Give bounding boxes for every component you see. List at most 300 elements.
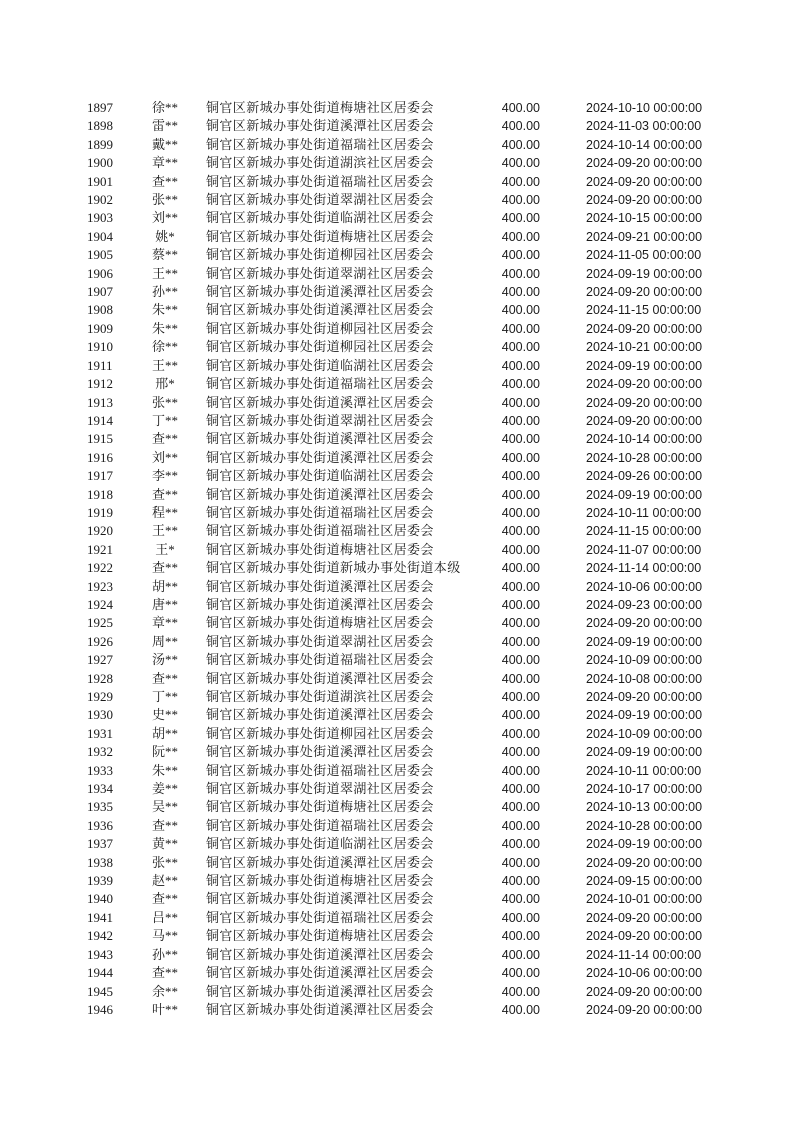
- amount-value: 400.00: [501, 653, 540, 668]
- timestamp-value: 2024-11-03 00:00:00: [586, 119, 702, 134]
- timestamp-value: 2024-09-23 00:00:00: [586, 597, 703, 612]
- timestamp-value: 2024-10-09 00:00:00: [586, 653, 703, 668]
- row-number: 1919: [87, 504, 113, 520]
- amount-value: 400.00: [501, 174, 540, 189]
- organization-name: 铜官区新城办事处街道柳园社区居委会: [206, 247, 434, 263]
- timestamp-value: 2024-09-20 00:00:00: [586, 321, 703, 336]
- timestamp-value: 2024-10-11 00:00:00: [586, 763, 702, 778]
- amount-value: 400.00: [501, 966, 540, 981]
- person-name: 马**: [151, 928, 178, 944]
- table-row: [0, 173, 793, 191]
- timestamp-value: 2024-09-20 00:00:00: [586, 156, 703, 171]
- timestamp-value: 2024-09-20 00:00:00: [586, 690, 703, 704]
- amount-value: 400.00: [501, 634, 540, 649]
- table-row: [0, 651, 793, 669]
- timestamp-value: 2024-09-19 00:00:00: [586, 837, 703, 852]
- table-row: [0, 927, 793, 945]
- organization-name: 铜官区新城办事处街道溪潭社区居委会: [206, 486, 434, 502]
- amount-value: 400.00: [501, 929, 540, 944]
- table-row: [0, 872, 793, 890]
- table-row: [0, 541, 793, 559]
- timestamp-value: 2024-09-15 00:00:00: [586, 874, 703, 889]
- timestamp-value: 2024-10-21 00:00:00: [586, 340, 703, 355]
- amount-value: 400.00: [501, 910, 540, 925]
- row-number: 1923: [87, 578, 113, 594]
- row-number: 1943: [87, 946, 113, 962]
- organization-name: 铜官区新城办事处街道临湖社区居委会: [206, 210, 434, 226]
- organization-name: 铜官区新城办事处街道福瑞社区居委会: [206, 376, 434, 392]
- row-number: 1899: [87, 136, 113, 152]
- person-name: 李**: [151, 468, 178, 484]
- organization-name: 铜官区新城办事处街道梅塘社区居委会: [206, 615, 434, 631]
- table-row: [0, 1001, 793, 1019]
- organization-name: 铜官区新城办事处街道临湖社区居委会: [206, 836, 434, 852]
- table-row: [0, 522, 793, 540]
- person-name: 章**: [151, 155, 178, 171]
- amount-value: 400.00: [501, 487, 540, 502]
- organization-name: 铜官区新城办事处街道湖滨社区居委会: [206, 689, 434, 704]
- amount-value: 400.00: [501, 561, 540, 576]
- amount-value: 400.00: [501, 266, 540, 281]
- person-name: 查**: [151, 486, 178, 502]
- timestamp-value: 2024-11-07 00:00:00: [586, 542, 702, 557]
- organization-name: 铜官区新城办事处街道柳园社区居委会: [206, 725, 434, 741]
- amount-value: 400.00: [501, 395, 540, 410]
- row-number: 1939: [87, 873, 113, 889]
- timestamp-value: 2024-10-14 00:00:00: [586, 137, 703, 152]
- table-row: [0, 670, 793, 688]
- organization-name: 铜官区新城办事处街道溪潭社区居委会: [206, 744, 434, 760]
- person-name: 戴**: [151, 136, 178, 152]
- row-number: 1914: [87, 412, 113, 428]
- row-number: 1945: [87, 983, 113, 999]
- organization-name: 铜官区新城办事处街道翠湖社区居委会: [206, 412, 434, 428]
- person-name: 蔡**: [151, 247, 178, 263]
- person-name: 查**: [151, 173, 178, 189]
- amount-value: 400.00: [501, 597, 540, 612]
- amount-value: 400.00: [501, 579, 540, 594]
- timestamp-value: 2024-10-11 00:00:00: [586, 505, 702, 520]
- organization-name: 铜官区新城办事处街道临湖社区居委会: [206, 357, 434, 373]
- timestamp-value: 2024-09-19 00:00:00: [586, 745, 703, 760]
- timestamp-value: 2024-09-20 00:00:00: [586, 910, 703, 925]
- timestamp-value: 2024-10-28 00:00:00: [586, 450, 703, 465]
- table-row: [0, 835, 793, 853]
- row-number: 1897: [87, 100, 113, 115]
- organization-name: 铜官区新城办事处街道溪潭社区居委会: [206, 854, 434, 870]
- amount-value: 400.00: [501, 855, 540, 870]
- row-number: 1942: [87, 928, 113, 944]
- table-row: [0, 909, 793, 927]
- table-row: [0, 430, 793, 448]
- row-number: 1930: [87, 707, 113, 723]
- amount-value: 400.00: [501, 248, 540, 263]
- timestamp-value: 2024-09-20 00:00:00: [586, 929, 703, 944]
- row-number: 1910: [87, 339, 113, 355]
- amount-value: 400.00: [501, 984, 540, 999]
- row-number: 1946: [87, 1001, 113, 1017]
- person-name: 程**: [151, 504, 178, 520]
- organization-name: 铜官区新城办事处街道福瑞社区居委会: [206, 504, 434, 520]
- organization-name: 铜官区新城办事处街道翠湖社区居委会: [206, 265, 434, 281]
- amount-value: 400.00: [501, 726, 540, 741]
- table-row: [0, 725, 793, 743]
- timestamp-value: 2024-09-20 00:00:00: [586, 193, 703, 208]
- amount-value: 400.00: [501, 874, 540, 889]
- amount-value: 400.00: [501, 432, 540, 447]
- person-name: 孙**: [151, 946, 178, 962]
- organization-name: 铜官区新城办事处街道溪潭社区居委会: [206, 449, 434, 465]
- organization-name: 铜官区新城办事处街道梅塘社区居委会: [206, 799, 434, 815]
- organization-name: 铜官区新城办事处街道溪潭社区居委会: [206, 596, 434, 612]
- table-row: [0, 706, 793, 724]
- timestamp-value: 2024-10-17 00:00:00: [586, 782, 703, 797]
- timestamp-value: 2024-10-28 00:00:00: [586, 818, 703, 833]
- person-name: 胡**: [151, 578, 178, 594]
- organization-name: 铜官区新城办事处街道临湖社区居委会: [206, 468, 434, 484]
- person-name: 丁**: [151, 689, 178, 704]
- timestamp-value: 2024-11-14 00:00:00: [586, 947, 702, 962]
- table-row: [0, 283, 793, 301]
- row-number: 1932: [87, 744, 113, 760]
- table-row: [0, 228, 793, 246]
- timestamp-value: 2024-09-21 00:00:00: [586, 229, 703, 244]
- table-row: [0, 578, 793, 596]
- timestamp-value: 2024-11-15 00:00:00: [586, 303, 702, 318]
- organization-name: 铜官区新城办事处街道梅塘社区居委会: [206, 873, 434, 889]
- row-number: 1904: [87, 228, 113, 244]
- person-name: 徐**: [151, 100, 178, 115]
- timestamp-value: 2024-09-20 00:00:00: [586, 413, 703, 428]
- person-name: 徐**: [151, 339, 178, 355]
- row-number: 1912: [87, 376, 113, 392]
- organization-name: 铜官区新城办事处街道溪潭社区居委会: [206, 302, 434, 318]
- organization-name: 铜官区新城办事处街道梅塘社区居委会: [206, 928, 434, 944]
- row-number: 1922: [87, 560, 113, 576]
- amount-value: 400.00: [501, 947, 540, 962]
- person-name: 王**: [151, 265, 178, 281]
- person-name: 刘**: [151, 210, 178, 226]
- table-row: [0, 983, 793, 1001]
- person-name: 叶**: [151, 1001, 178, 1017]
- person-name: 查**: [151, 817, 178, 833]
- organization-name: 铜官区新城办事处街道新城办事处街道本级: [206, 560, 461, 576]
- amount-value: 400.00: [501, 524, 540, 539]
- table-row: [0, 743, 793, 761]
- amount-value: 400.00: [501, 377, 540, 392]
- row-number: 1916: [87, 449, 113, 465]
- organization-name: 铜官区新城办事处街道福瑞社区居委会: [206, 173, 434, 189]
- row-number: 1918: [87, 486, 113, 502]
- organization-name: 铜官区新城办事处街道柳园社区居委会: [206, 320, 434, 336]
- row-number: 1906: [87, 265, 113, 281]
- amount-value: 400.00: [501, 211, 540, 226]
- table-row: [0, 117, 793, 135]
- table-row: [0, 99, 793, 117]
- organization-name: 铜官区新城办事处街道湖滨社区居委会: [206, 155, 434, 171]
- table-row: [0, 762, 793, 780]
- table-row: [0, 136, 793, 154]
- timestamp-value: 2024-09-20 00:00:00: [586, 174, 703, 189]
- row-number: 1937: [87, 836, 113, 852]
- row-number: 1924: [87, 596, 113, 612]
- timestamp-value: 2024-10-14 00:00:00: [586, 432, 703, 447]
- row-number: 1903: [87, 210, 113, 226]
- amount-value: 400.00: [501, 229, 540, 244]
- timestamp-value: 2024-09-20 00:00:00: [586, 616, 703, 631]
- organization-name: 铜官区新城办事处街道翠湖社区居委会: [206, 192, 434, 208]
- table-row: [0, 780, 793, 798]
- person-name: 查**: [151, 965, 178, 981]
- organization-name: 铜官区新城办事处街道溪潭社区居委会: [206, 284, 434, 300]
- amount-value: 400.00: [501, 892, 540, 907]
- table-row: [0, 412, 793, 430]
- amount-value: 400.00: [501, 340, 540, 355]
- amount-value: 400.00: [501, 505, 540, 520]
- row-number: 1936: [87, 817, 113, 833]
- table-row: [0, 633, 793, 651]
- row-number: 1941: [87, 909, 113, 925]
- amount-value: 400.00: [501, 156, 540, 171]
- row-number: 1944: [87, 965, 113, 981]
- row-number: 1920: [87, 523, 113, 539]
- organization-name: 铜官区新城办事处街道溪潭社区居委会: [206, 983, 434, 999]
- table-row: [0, 688, 793, 706]
- amount-value: 400.00: [501, 616, 540, 631]
- table-row: [0, 375, 793, 393]
- organization-name: 铜官区新城办事处街道梅塘社区居委会: [206, 541, 434, 557]
- table-row: [0, 964, 793, 982]
- row-number: 1934: [87, 781, 113, 797]
- timestamp-value: 2024-10-06 00:00:00: [586, 966, 703, 981]
- table-row: [0, 209, 793, 227]
- person-name: 张**: [151, 854, 178, 870]
- timestamp-value: 2024-11-05 00:00:00: [586, 248, 702, 263]
- row-number: 1909: [87, 320, 113, 336]
- timestamp-value: 2024-10-13 00:00:00: [586, 800, 703, 815]
- person-name: 刘**: [151, 449, 178, 465]
- organization-name: 铜官区新城办事处街道溪潭社区居委会: [206, 965, 434, 981]
- organization-name: 铜官区新城办事处街道溪潭社区居委会: [206, 1001, 434, 1017]
- person-name: 胡**: [151, 725, 178, 741]
- amount-value: 400.00: [501, 542, 540, 557]
- row-number: 1935: [87, 799, 113, 815]
- amount-value: 400.00: [501, 358, 540, 373]
- table-row: [0, 449, 793, 467]
- table-row: [0, 946, 793, 964]
- person-name: 查**: [151, 891, 178, 907]
- timestamp-value: 2024-10-08 00:00:00: [586, 671, 703, 686]
- amount-value: 400.00: [501, 800, 540, 815]
- timestamp-value: 2024-09-19 00:00:00: [586, 358, 703, 373]
- organization-name: 铜官区新城办事处街道福瑞社区居委会: [206, 817, 434, 833]
- organization-name: 铜官区新城办事处街道翠湖社区居委会: [206, 633, 434, 649]
- amount-value: 400.00: [501, 285, 540, 300]
- timestamp-value: 2024-09-19 00:00:00: [586, 266, 703, 281]
- person-name: 汤**: [151, 652, 178, 668]
- timestamp-value: 2024-09-19 00:00:00: [586, 487, 703, 502]
- organization-name: 铜官区新城办事处街道梅塘社区居委会: [206, 228, 434, 244]
- organization-name: 铜官区新城办事处街道福瑞社区居委会: [206, 523, 434, 539]
- person-name: 赵**: [151, 873, 178, 889]
- table-row: [0, 301, 793, 319]
- row-number: 1905: [87, 247, 113, 263]
- row-number: 1933: [87, 762, 113, 778]
- organization-name: 铜官区新城办事处街道溪潭社区居委会: [206, 394, 434, 410]
- amount-value: 400.00: [501, 782, 540, 797]
- person-name: 余**: [151, 983, 178, 999]
- table-row: [0, 338, 793, 356]
- table-row: [0, 504, 793, 522]
- amount-value: 400.00: [501, 303, 540, 318]
- amount-value: 400.00: [501, 321, 540, 336]
- organization-name: 铜官区新城办事处街道溪潭社区居委会: [206, 578, 434, 594]
- person-name: 查**: [151, 670, 178, 686]
- table-row: [0, 486, 793, 504]
- table-row: [0, 154, 793, 172]
- organization-name: 铜官区新城办事处街道溪潭社区居委会: [206, 118, 434, 134]
- timestamp-value: 2024-09-26 00:00:00: [586, 469, 703, 484]
- amount-value: 400.00: [501, 818, 540, 833]
- person-name: 孙**: [151, 284, 178, 300]
- person-name: 唐**: [151, 596, 178, 612]
- amount-value: 400.00: [501, 745, 540, 760]
- organization-name: 铜官区新城办事处街道溪潭社区居委会: [206, 891, 434, 907]
- person-name: 吴**: [151, 799, 178, 815]
- person-name: 周**: [151, 633, 178, 649]
- person-name: 朱**: [151, 320, 178, 336]
- organization-name: 铜官区新城办事处街道福瑞社区居委会: [206, 762, 434, 778]
- person-name: 王**: [151, 357, 178, 373]
- table-row: [0, 596, 793, 614]
- row-number: 1925: [87, 615, 113, 631]
- person-name: 邢*: [155, 376, 175, 392]
- table-row: [0, 265, 793, 283]
- amount-value: 400.00: [501, 469, 540, 484]
- timestamp-value: 2024-09-20 00:00:00: [586, 855, 703, 870]
- person-name: 张**: [151, 394, 178, 410]
- table-row: [0, 614, 793, 632]
- amount-value: 400.00: [501, 671, 540, 686]
- organization-name: 铜官区新城办事处街道溪潭社区居委会: [206, 707, 434, 723]
- person-name: 朱**: [151, 302, 178, 318]
- timestamp-value: 2024-09-20 00:00:00: [586, 285, 703, 300]
- organization-name: 铜官区新城办事处街道梅塘社区居委会: [206, 100, 434, 115]
- amount-value: 400.00: [501, 137, 540, 152]
- amount-value: 400.00: [501, 413, 540, 428]
- person-name: 黄**: [151, 836, 178, 852]
- amount-value: 400.00: [501, 101, 540, 115]
- amount-value: 400.00: [501, 1002, 540, 1017]
- table-row: [0, 357, 793, 375]
- timestamp-value: 2024-09-20 00:00:00: [586, 984, 703, 999]
- organization-name: 铜官区新城办事处街道溪潭社区居委会: [206, 431, 434, 447]
- amount-value: 400.00: [501, 690, 540, 704]
- row-number: 1898: [87, 118, 113, 134]
- row-number: 1915: [87, 431, 113, 447]
- timestamp-value: 2024-09-20 00:00:00: [586, 377, 703, 392]
- amount-value: 400.00: [501, 450, 540, 465]
- person-name: 姜**: [151, 781, 178, 797]
- person-name: 章**: [151, 615, 178, 631]
- row-number: 1900: [87, 155, 113, 171]
- table-row: [0, 191, 793, 209]
- person-name: 张**: [151, 192, 178, 208]
- row-number: 1908: [87, 302, 113, 318]
- row-number: 1902: [87, 192, 113, 208]
- amount-value: 400.00: [501, 119, 540, 134]
- row-number: 1931: [87, 725, 113, 741]
- timestamp-value: 2024-11-14 00:00:00: [586, 561, 702, 576]
- organization-name: 铜官区新城办事处街道溪潭社区居委会: [206, 670, 434, 686]
- timestamp-value: 2024-10-10 00:00:00: [586, 101, 703, 115]
- row-number: 1928: [87, 670, 113, 686]
- table-row: [0, 798, 793, 816]
- row-number: 1911: [87, 357, 113, 373]
- table-row: [0, 394, 793, 412]
- timestamp-value: 2024-09-20 00:00:00: [586, 395, 703, 410]
- person-name: 丁**: [151, 412, 178, 428]
- row-number: 1929: [87, 689, 113, 704]
- table-row: [0, 890, 793, 908]
- row-number: 1907: [87, 284, 113, 300]
- organization-name: 铜官区新城办事处街道福瑞社区居委会: [206, 136, 434, 152]
- timestamp-value: 2024-09-20 00:00:00: [586, 1002, 703, 1017]
- row-number: 1938: [87, 854, 113, 870]
- table-row: [0, 320, 793, 338]
- row-number: 1940: [87, 891, 113, 907]
- timestamp-value: 2024-10-06 00:00:00: [586, 579, 703, 594]
- organization-name: 铜官区新城办事处街道溪潭社区居委会: [206, 946, 434, 962]
- row-number: 1917: [87, 468, 113, 484]
- row-number: 1901: [87, 173, 113, 189]
- amount-value: 400.00: [501, 193, 540, 208]
- timestamp-value: 2024-10-01 00:00:00: [586, 892, 703, 907]
- person-name: 史**: [151, 707, 178, 723]
- person-name: 阮**: [151, 744, 178, 760]
- organization-name: 铜官区新城办事处街道柳园社区居委会: [206, 339, 434, 355]
- table-row: [0, 467, 793, 485]
- timestamp-value: 2024-09-19 00:00:00: [586, 708, 703, 723]
- table-row: [0, 854, 793, 872]
- organization-name: 铜官区新城办事处街道福瑞社区居委会: [206, 652, 434, 668]
- person-name: 王*: [155, 541, 175, 557]
- timestamp-value: 2024-11-15 00:00:00: [586, 524, 702, 539]
- records-table: [0, 99, 793, 1019]
- amount-value: 400.00: [501, 708, 540, 723]
- organization-name: 铜官区新城办事处街道福瑞社区居委会: [206, 909, 434, 925]
- row-number: 1926: [87, 633, 113, 649]
- person-name: 吕**: [151, 909, 178, 925]
- person-name: 查**: [151, 431, 178, 447]
- timestamp-value: 2024-09-19 00:00:00: [586, 634, 703, 649]
- person-name: 姚*: [155, 228, 175, 244]
- amount-value: 400.00: [501, 763, 540, 778]
- table-row: [0, 559, 793, 577]
- row-number: 1913: [87, 394, 113, 410]
- row-number: 1927: [87, 652, 113, 668]
- amount-value: 400.00: [501, 837, 540, 852]
- timestamp-value: 2024-10-09 00:00:00: [586, 726, 703, 741]
- table-row: [0, 246, 793, 264]
- person-name: 朱**: [151, 762, 178, 778]
- person-name: 查**: [151, 560, 178, 576]
- organization-name: 铜官区新城办事处街道翠湖社区居委会: [206, 781, 434, 797]
- person-name: 雷**: [151, 118, 178, 134]
- person-name: 王**: [151, 523, 178, 539]
- row-number: 1921: [87, 541, 113, 557]
- timestamp-value: 2024-10-15 00:00:00: [586, 211, 703, 226]
